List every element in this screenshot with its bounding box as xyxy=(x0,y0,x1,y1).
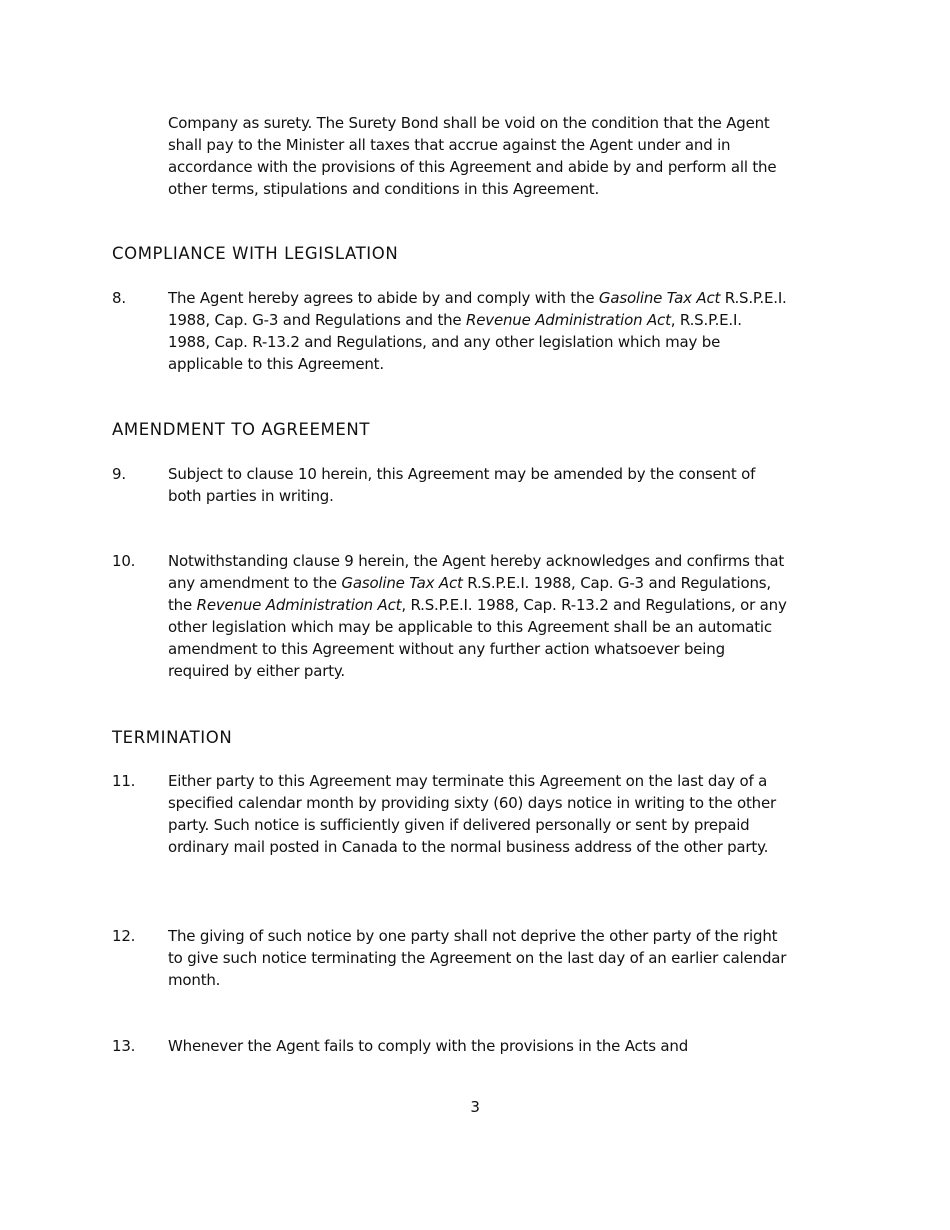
page-number: 3 xyxy=(470,1098,480,1116)
clause-8-part1: The Agent hereby agrees to abide by and comply with the xyxy=(168,289,599,307)
clause-10-act2: Revenue Administration Act xyxy=(196,596,402,614)
clause-number-11: 11. xyxy=(112,772,136,790)
clause-13-text: Whenever the Agent fails to comply with the provisions in the Acts and xyxy=(168,1037,689,1055)
section-heading-termination: TERMINATION xyxy=(112,728,233,747)
clause-12-text: The giving of such notice by one party shall not deprive the other party of the right to give such notice terminating the Agreement on the last day of an earlier calendar month. xyxy=(168,927,787,989)
clause-10-part1: Notwithstanding clause 9 herein, the Agent hereby acknowledges and confirms that any amendment to the xyxy=(168,552,785,592)
clause-8-part2: R.S.P.E.I. 1988, Cap. G-3 and Regulations and the xyxy=(168,289,787,329)
clause-number-10: 10. xyxy=(112,552,136,570)
clause-10-part2: R.S.P.E.I. 1988, Cap. G-3 and Regulations, the xyxy=(168,574,771,614)
clause-10-text xyxy=(168,550,788,682)
section-heading-amendment: AMENDMENT TO AGREEMENT xyxy=(112,420,371,439)
clause-9-text: Subject to clause 10 herein, this Agreement may be amended by the consent of both parties in writing. xyxy=(168,465,756,505)
clause-8-part3: , R.S.P.E.I. 1988, Cap. R-13.2 and Regulations, and any other legislation which may be applicable to this Agreement. xyxy=(168,311,742,373)
continuation-paragraph: Company as surety. The Surety Bond shall be void on the condition that the Agent shall pay to the Minister all taxes that accrue against the Agent under and in accordance with the provisions of this Agreement and abide by and perform all the other terms, stipulations and conditions in this Agreement. xyxy=(168,114,777,198)
clause-8-text xyxy=(168,287,788,375)
clause-8-act2: Revenue Administration Act xyxy=(466,311,671,329)
clause-8-act1: Gasoline Tax Act xyxy=(598,289,721,307)
clause-10-part3: , R.S.P.E.I. 1988, Cap. R-13.2 and Regulations, or any other legislation which may be applicable to this Agreement shall be an automatic amendment to this Agreement without any further action whatsoever being required by either party. xyxy=(168,596,787,680)
clause-number-8: 8. xyxy=(112,289,126,307)
section-heading-compliance: COMPLIANCE WITH LEGISLATION xyxy=(112,244,399,263)
clause-10-act1: Gasoline Tax Act xyxy=(341,574,463,592)
clause-number-13: 13. xyxy=(112,1037,136,1055)
clause-number-9: 9. xyxy=(112,465,126,483)
clause-number-12: 12. xyxy=(112,927,136,945)
clause-11-text: Either party to this Agreement may terminate this Agreement on the last day of a specified calendar month by providing sixty (60) days notice in writing to the other party. Such notice is sufficiently given if delivered personally or sent by prepaid ordinary mail posted in Canada to the normal business address of the other party. xyxy=(168,772,776,856)
